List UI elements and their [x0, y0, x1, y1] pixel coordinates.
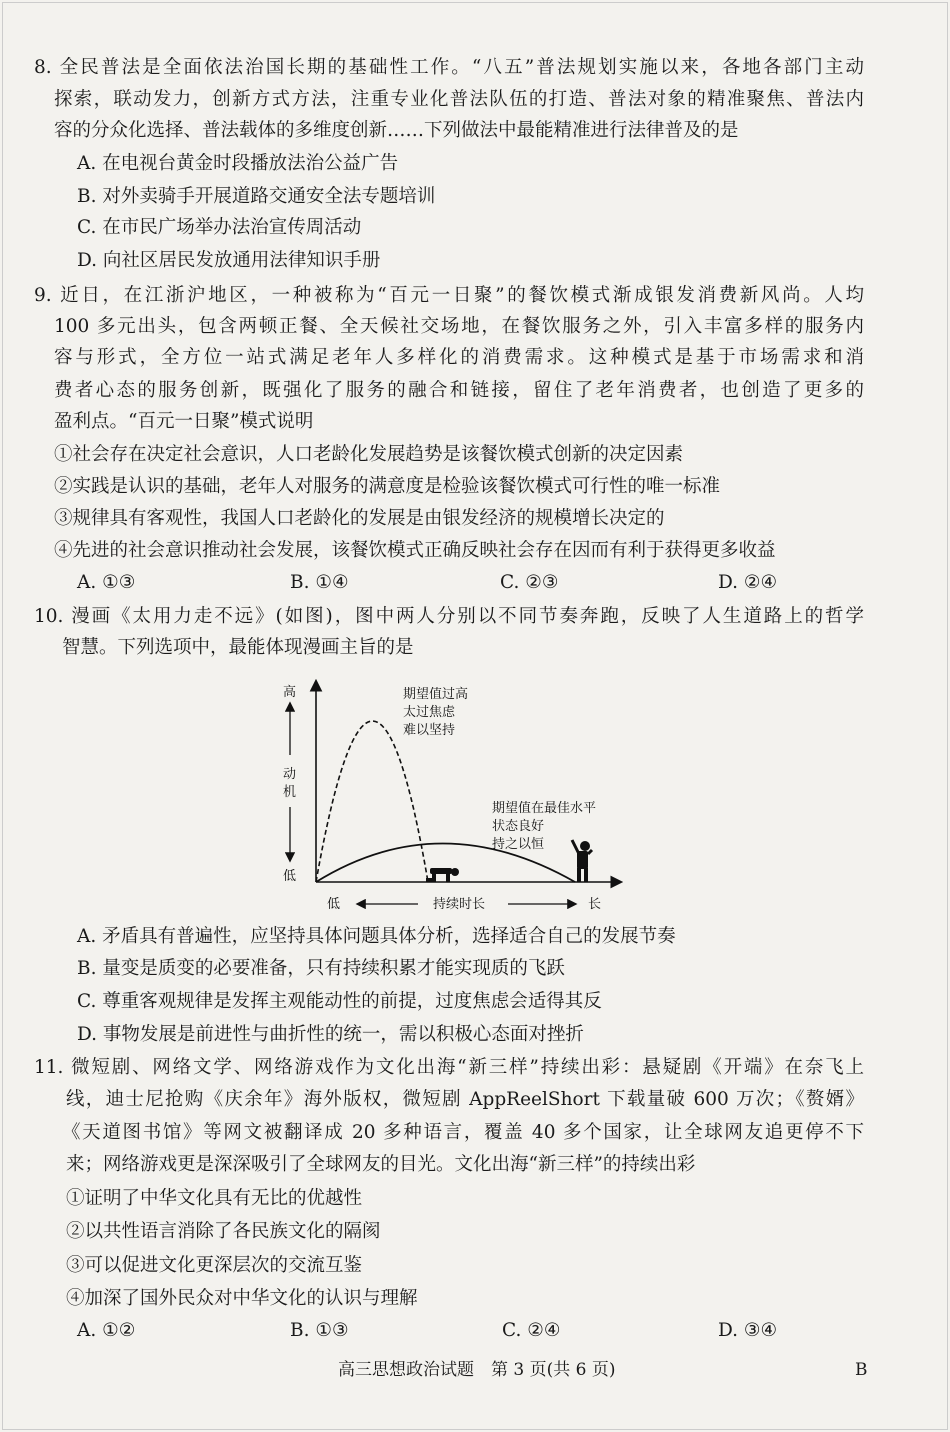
statement-4: ④加深了国外民众对中华文化的认识与理解 [66, 1288, 418, 1309]
question-text-line: 10. 漫画《太用力走不远》(如图)，图中两人分别以不同节奏奔跑，反映了人生道路上的哲学 [34, 606, 864, 627]
question-text-line: 探索，联动发力，创新方式方法，注重专业化普法队伍的打造、普法对象的精准聚焦、普法内 [54, 89, 864, 110]
question-text-line: 8. 全民普法是全面依法治国长期的基础性工作。“八五”普法规划实施以来，各地各部门主动 [34, 57, 864, 78]
crawling-person-icon [426, 868, 459, 882]
question-text-line: 智慧。下列选项中，最能体现漫画主旨的是 [62, 637, 414, 658]
cartoon-figure [270, 670, 650, 920]
option-d: D. ③④ [718, 1320, 778, 1341]
question-text-line: 11. 微短剧、网络文学、网络游戏作为文化出海“新三样”持续出彩：悬疑剧《开端》在奈飞上 [34, 1057, 864, 1078]
option-a: A. 在电视台黄金时段播放法治公益广告 [77, 153, 399, 174]
option-b: B. ①③ [290, 1320, 349, 1341]
statement-4: ④先进的社会意识推动社会发展，该餐饮模式正确反映社会存在因而有利于获得更多收益 [54, 540, 776, 561]
question-text-line: 100 多元出头，包含两顿正餐、全天候社交场地，在餐饮服务之外，引入丰富多样的服务内 [54, 316, 864, 337]
paper-version: B [855, 1360, 868, 1380]
option-a: A. 矛盾具有普遍性，应坚持具体问题具体分析，选择适合自己的发展节奏 [77, 926, 676, 947]
statement-1: ①社会存在决定社会意识，人口老龄化发展趋势是该餐饮模式创新的决定因素 [54, 444, 684, 465]
option-b: B. 对外卖骑手开展道路交通安全法专题培训 [77, 186, 436, 207]
question-text-line: 9. 近日，在江浙沪地区，一种被称为“百元一日聚”的餐饮模式渐成银发消费新风尚。人均 [34, 285, 864, 306]
x-low-label: 低 [327, 897, 341, 912]
x-high-label: 长 [588, 897, 602, 912]
dashed-curve [316, 721, 428, 882]
option-b: B. ①④ [290, 572, 349, 593]
solid-note: 持之以恒 [492, 837, 545, 852]
dashed-note: 难以坚持 [403, 723, 456, 738]
y-low-label: 低 [283, 869, 297, 884]
option-c: C. ②③ [500, 572, 559, 593]
statement-3: ③可以促进文化更深层次的交流互鉴 [66, 1255, 363, 1276]
option-b: B. 量变是质变的必要准备，只有持续积累才能实现质的飞跃 [77, 958, 565, 979]
y-high-label: 高 [283, 685, 297, 700]
option-c: C. 在市民广场举办法治宣传周活动 [77, 217, 362, 238]
question-text-line: 容的分众化选择、普法载体的多维度创新……下列做法中最能精准进行法律普及的是 [54, 120, 739, 141]
dashed-note: 期望值过高 [403, 687, 469, 702]
option-c: C. 尊重客观规律是发挥主观能动性的前提，过度焦虑会适得其反 [77, 991, 602, 1012]
option-d: D. ②④ [718, 572, 778, 593]
solid-note: 状态良好 [492, 819, 545, 834]
question-text-line: 容与形式，全方位一站式满足老年人多样化的消费需求。这种模式是基于市场需求和消 [54, 347, 864, 368]
option-a: A. ①③ [77, 572, 136, 593]
statement-3: ③规律具有客观性，我国人口老龄化的发展是由银发经济的规模增长决定的 [54, 508, 665, 529]
question-text-line: 费者心态的服务创新，既强化了服务的融合和链接，留住了老年消费者，也创造了更多的 [54, 380, 864, 401]
statement-2: ②实践是认识的基础，老年人对服务的满意度是检验该餐饮模式可行性的唯一标准 [54, 476, 721, 497]
page-footer: 高三思想政治试题 第 3 页(共 6 页) [338, 1360, 616, 1380]
option-c: C. ②④ [502, 1320, 561, 1341]
option-a: A. ①② [77, 1320, 136, 1341]
question-text-line: 《天道图书馆》等网文被翻译成 20 多种语言，覆盖 40 多个国家，让全球网友追更停不下 [62, 1122, 864, 1143]
statement-2: ②以共性语言消除了各民族文化的隔阂 [66, 1221, 381, 1242]
y-label: 动 [283, 767, 297, 782]
cheering-person-icon [572, 840, 592, 882]
y-label: 机 [283, 785, 297, 800]
question-text-line: 线，迪士尼抢购《庆余年》海外版权，微短剧 AppReelShort 下载量破 600 万次；《赘婿》 [66, 1089, 864, 1110]
question-text-line: 来；网络游戏更是深深吸引了全球网友的目光。文化出海“新三样”的持续出彩 [66, 1154, 696, 1175]
statement-1: ①证明了中华文化具有无比的优越性 [66, 1188, 363, 1209]
dashed-note: 太过焦虑 [403, 705, 456, 720]
option-d: D. 向社区居民发放通用法律知识手册 [77, 250, 381, 271]
question-text-line: 盈利点。“百元一日聚”模式说明 [54, 411, 314, 432]
x-axis-label: 持续时长 [433, 897, 486, 912]
solid-note: 期望值在最佳水平 [492, 801, 597, 816]
option-d: D. 事物发展是前进性与曲折性的统一，需以积极心态面对挫折 [77, 1024, 584, 1045]
